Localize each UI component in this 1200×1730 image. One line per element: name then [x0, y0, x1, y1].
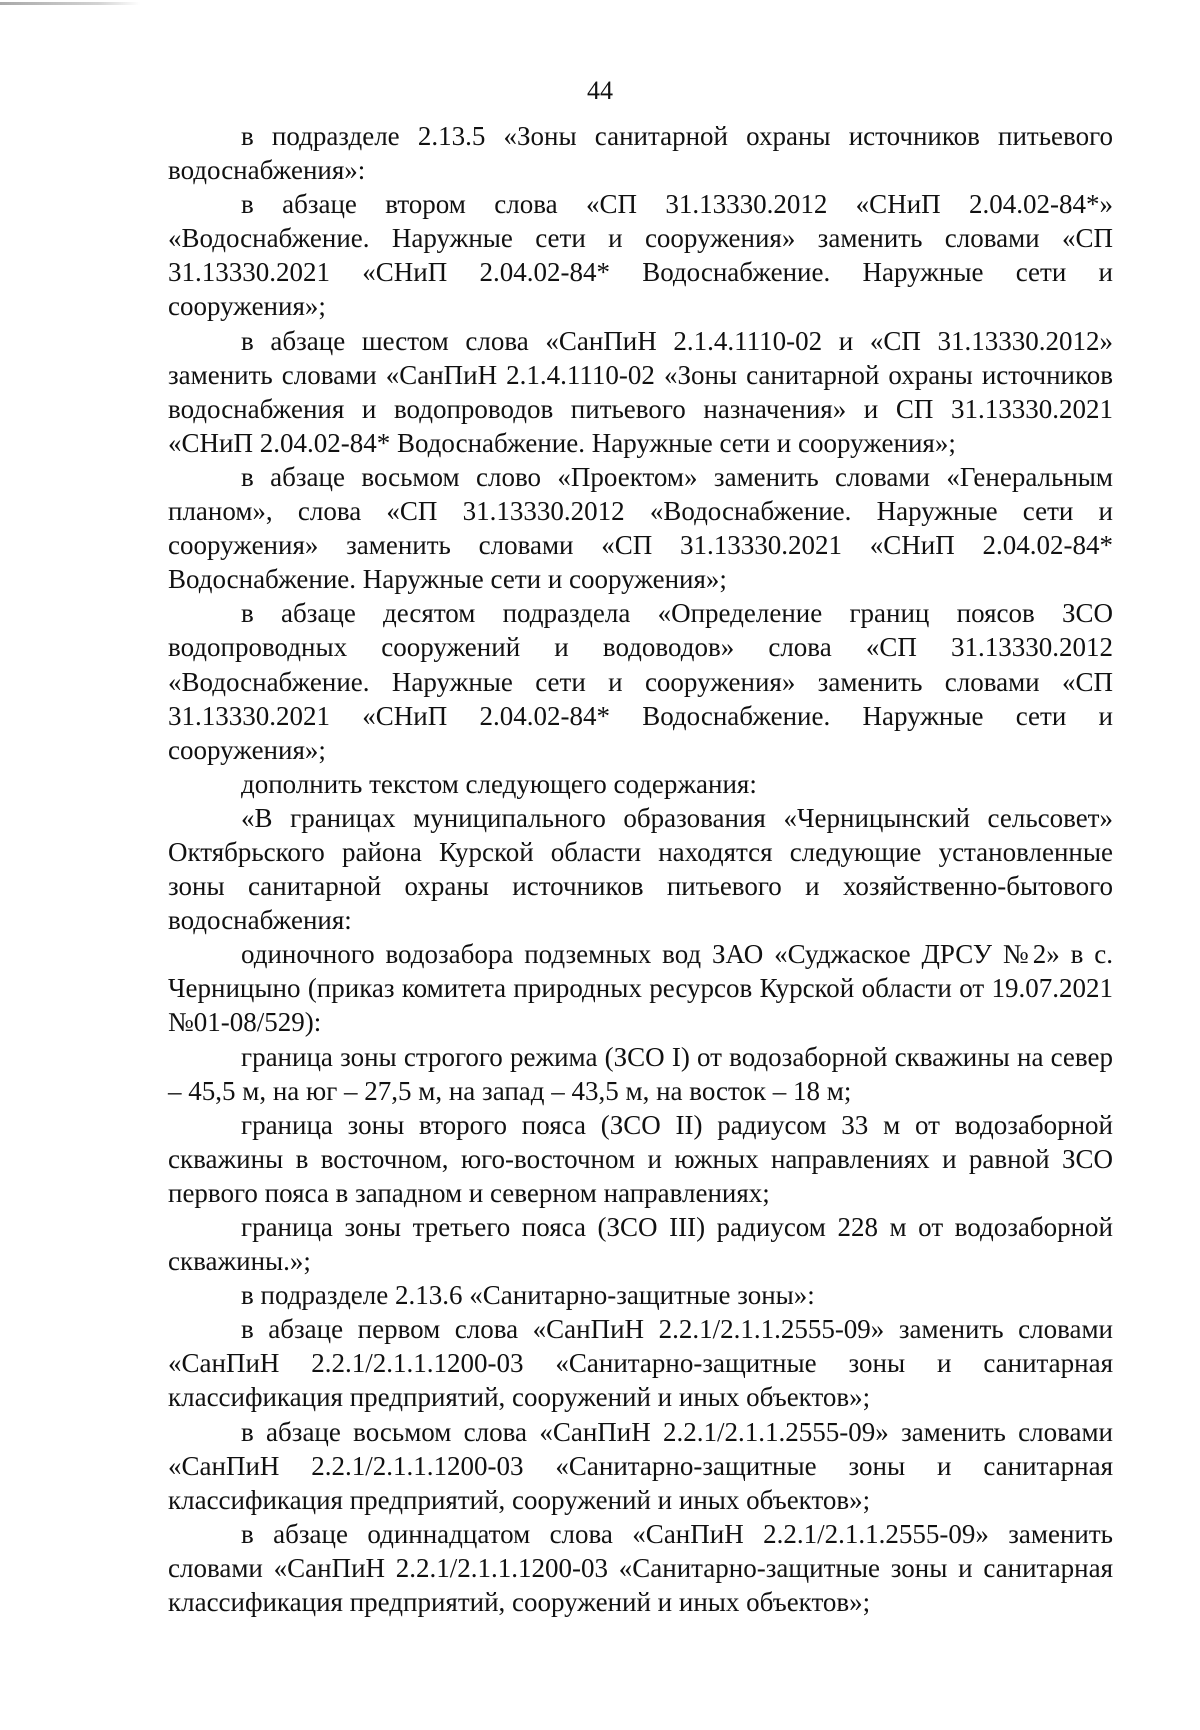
paragraph-supplement-intro: дополнить текстом следующего содержания: [241, 768, 757, 799]
paragraph-subsection-2-13-6: в подразделе 2.13.6 «Санитарно-защитные зоны»: [241, 1280, 815, 1311]
paragraph-municipal-zones: «В границах муниципального образования «Черницынский сельсовет» Октябрьского района Курской области находятся следующие установленные зоны санитарной охраны источников питьевого и хозяйственно-бытового водоснабжения: [168, 802, 1113, 936]
scan-edge-mark [0, 2, 140, 5]
paragraph-third-belt-zone: граница зоны третьего пояса (ЗСО III) радиусом 228 м от водозаборной скважины.»; [168, 1212, 1113, 1277]
paragraph-eighth-abzac-sanpin: в абзаце восьмом слова «СанПиН 2.2.1/2.1.1.2555-09» заменить словами «СанПиН 2.2.1/2.1.1.1200-03 «Санитарно-защитные зоны и санитарная классификация предприятий, сооружений и иных объектов»; [168, 1416, 1113, 1515]
paragraph-eleventh-abzac: в абзаце одиннадцатом слова «СанПиН 2.2.1/2.1.1.2555-09» заменить словами «СанПиН 2.2.1/2.1.1.1200-03 «Санитарно-защитные зоны и санитарная классификация предприятий, сооружений и иных объектов»; [168, 1518, 1113, 1618]
paragraph-strict-regime-zone: граница зоны строгого режима (ЗСО I) от водозаборной скважины на север – 45,5 м, на юг – 27,5 м, на запад – 43,5 м, на восток – 18 м; [168, 1041, 1113, 1106]
paragraph-second-belt-zone: граница зоны второго пояса (ЗСО II) радиусом 33 м от водозаборной скважины в восточном, юго-восточном и южных направлениях и равной ЗСО первого пояса в западном и северном направлениях; [168, 1109, 1113, 1208]
document-body [168, 119, 1113, 1619]
paragraph-single-water-intake: одиночного водозабора подземных вод ЗАО «Суджаское ДРСУ №2» в с. Черницыно (приказ комитета природных ресурсов Курской области от 19.07.2021 №01-08/529): [168, 939, 1113, 1038]
paragraph-second-abzac: в абзаце втором слова «СП 31.13330.2012 «СНиП 2.04.02-84*» «Водоснабжение. Наружные сети и сооружения» заменить словами «СП 31.13330.2021 «СНиП 2.04.02-84* Водоснабжение. Наружные сети и сооружения»; [168, 189, 1113, 322]
paragraph-sixth-abzac: в абзаце шестом слова «СанПиН 2.1.4.1110-02 и «СП 31.13330.2012» заменить словами «СанПиН 2.1.4.1110-02 «Зоны санитарной охраны источников водоснабжения и водопроводов питьевого назначения» и СП 31.13330.2021 «СНиП 2.04.02-84* Водоснабжение. Наружные сети и сооружения»; [168, 325, 1113, 458]
paragraph-subsection-2-13-5: в подразделе 2.13.5 «Зоны санитарной охраны источников питьевого водоснабжения»: [168, 121, 1113, 186]
page-number: 44 [587, 76, 613, 105]
paragraph-eighth-abzac: в абзаце восьмом слово «Проектом» заменить словами «Генеральным планом», слова «СП 31.13330.2012 «Водоснабжение. Наружные сети и сооружения» заменить словами «СП 31.13330.2021 «СНиП 2.04.02-84* Водоснабжение. Наружные сети и сооружения»; [168, 461, 1113, 595]
paragraph-first-abzac: в абзаце первом слова «СанПиН 2.2.1/2.1.1.2555-09» заменить словами «СанПиН 2.2.1/2.1.1.1200-03 «Санитарно-защитные зоны и санитарная классификация предприятий, сооружений и иных объектов»; [168, 1314, 1113, 1413]
paragraph-tenth-abzac: в абзаце десятом подраздела «Определение границ поясов ЗСО водопроводных сооружений и водоводов» слова «СП 31.13330.2012 «Водоснабжение. Наружные сети и сооружения» заменить словами «СП 31.13330.2021 «СНиП 2.04.02-84* Водоснабжение. Наружные сети и сооружения»; [168, 598, 1113, 765]
